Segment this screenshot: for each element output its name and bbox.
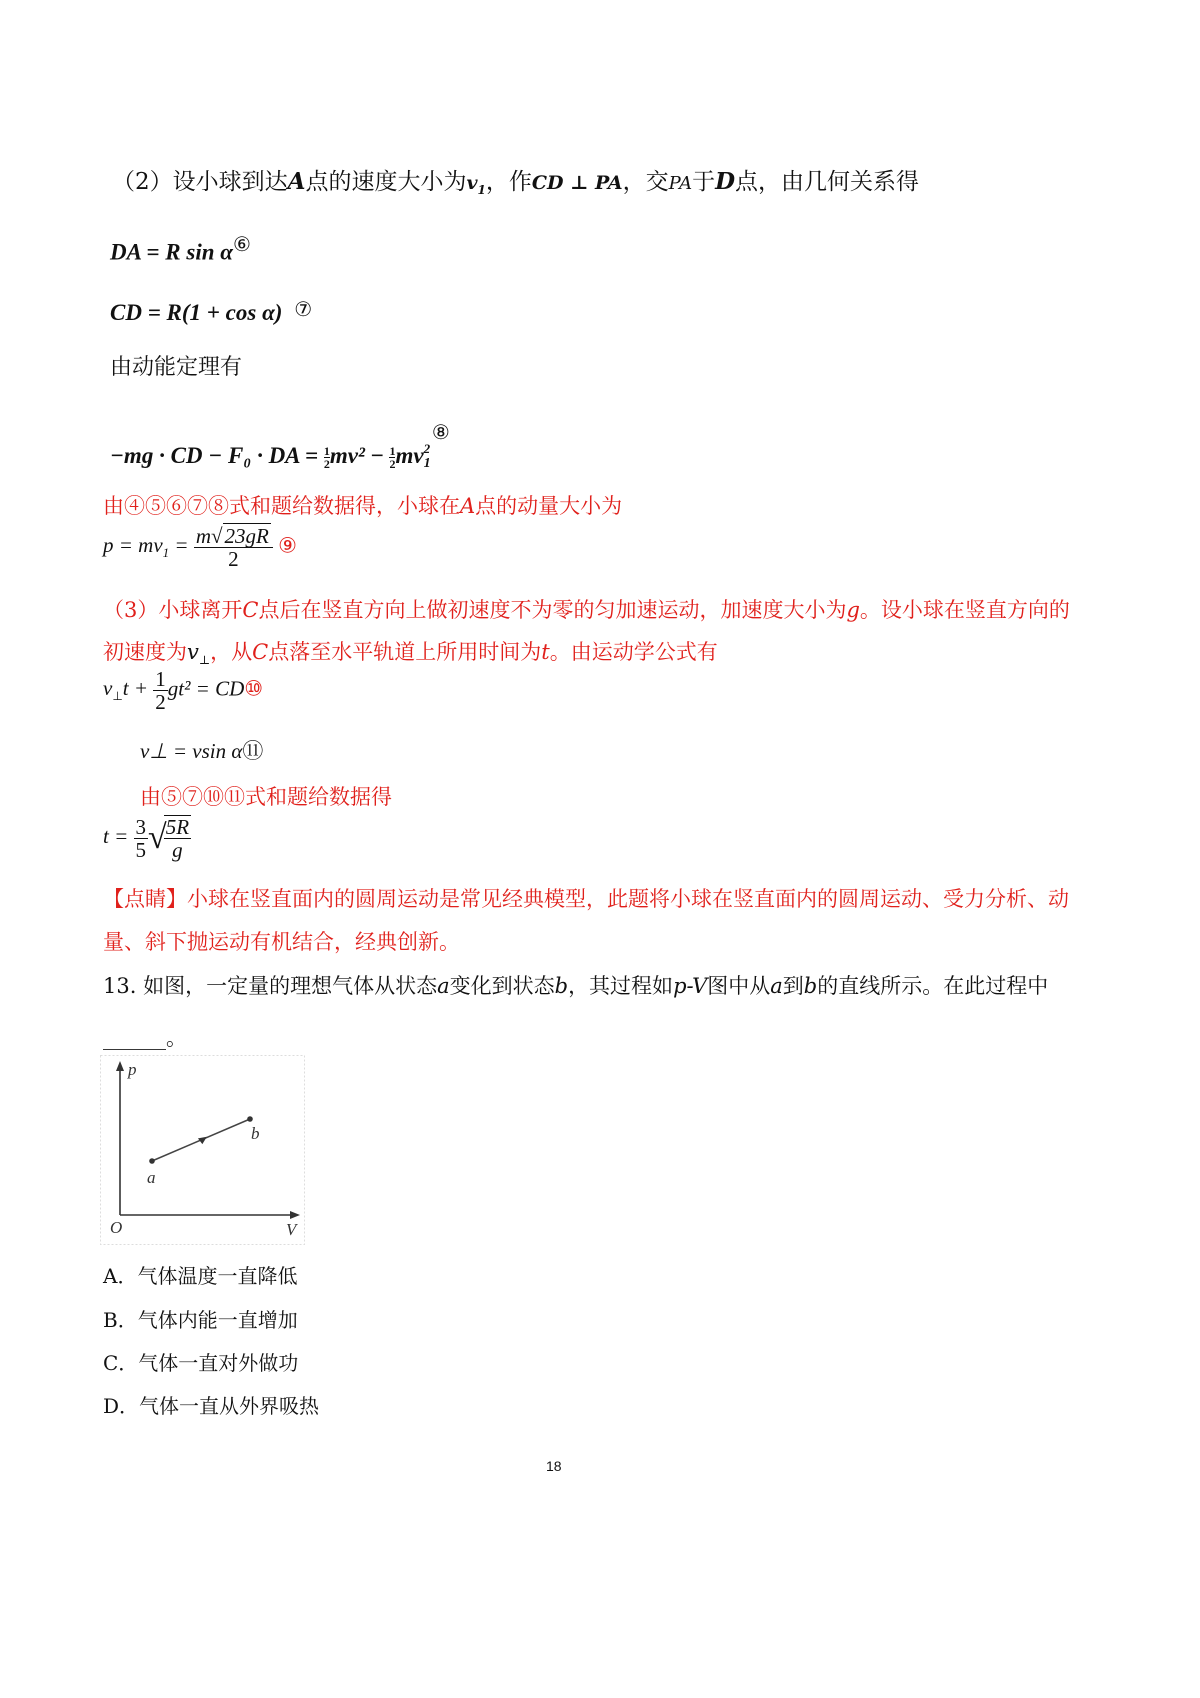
combine-line: 由⑤⑦⑩⑪式和题给数据得 <box>140 785 392 809</box>
var-C: C <box>242 598 259 622</box>
text-span: ，作 <box>485 169 532 195</box>
var-g: g <box>846 598 860 622</box>
option-a: A．气体温度一直降低 <box>103 1264 298 1288</box>
pv-diagram <box>100 1055 305 1245</box>
text-span: 点的速度大小为 <box>305 169 467 195</box>
eq-t-frac: $\frac{3}{5}$ <box>135 814 147 862</box>
eq6-mark: ⑥ <box>233 234 251 256</box>
equation-8: −mg · CD − F₀ · DA = $\frac{1}{2}$ mv² − $\frac{1}{2}$ $mv1^2$ ⑧ <box>110 422 450 472</box>
text-span: ，其过程如 <box>568 974 674 998</box>
var-v-perp: $v_\perp$ <box>187 640 211 668</box>
equation-10 <box>103 668 263 713</box>
eq-t-lhs: t = <box>103 823 134 848</box>
text-span: 由④⑤⑥⑦⑧式和题给数据得，小球在 <box>103 494 460 518</box>
question-13-line1 <box>103 970 1048 1000</box>
equation-9 <box>103 525 297 570</box>
result-line <box>103 490 622 520</box>
eq8-mv1sq: $mv1^2$ <box>395 441 431 471</box>
text-span: 变化到状态 <box>449 974 555 998</box>
part3-line1 <box>103 594 1070 624</box>
var-C: C <box>252 640 269 664</box>
text-span: 。由运动学公式有 <box>549 640 718 664</box>
part2-intro <box>112 163 919 197</box>
text-span: ，从 <box>210 640 253 664</box>
eq10-rhs: gt² = CD <box>167 676 245 701</box>
eq11-mark: ⑪ <box>242 739 264 763</box>
eq10-frac: $\frac{1}{2}$ <box>155 667 166 715</box>
text-span: （2）设小球到达 <box>112 169 288 195</box>
v-axis-arrow <box>290 1211 300 1219</box>
frac-half: $\frac{1}{2}$ <box>323 444 330 472</box>
option-d: D．气体一直从外界吸热 <box>103 1394 320 1418</box>
option-b: B．气体内能一直增加 <box>103 1308 298 1332</box>
text-span: 点落至水平轨道上所用时间为 <box>268 640 542 664</box>
text-span: 小球在竖直面内的圆周运动是常见经典模型，此题将小球在竖直面内的圆周运动、受力分析、动 <box>187 887 1069 911</box>
eq9-lhs: $p = mv_1$ = <box>103 533 194 561</box>
option-c: C．气体一直对外做功 <box>103 1351 299 1375</box>
text-span: 于 <box>692 169 716 195</box>
equation-t: t = $\frac{3}{5}$ √ $\frac{5R}{g}$ <box>103 814 190 863</box>
part3-line2 <box>103 636 718 667</box>
text-span: 点后在竖直方向上做初速度不为零的匀加速运动，加速度大小为 <box>258 598 847 622</box>
point-b-dot <box>247 1116 253 1122</box>
equation-6 <box>110 232 251 266</box>
var-b: b <box>803 974 818 998</box>
comment-line2: 量、斜下抛运动有机结合，经典创新。 <box>103 930 460 954</box>
text-span: 点，由几何关系得 <box>735 169 920 195</box>
eq10-lhs: $v_\perp t$ + <box>103 676 154 704</box>
equation-7 <box>110 297 312 326</box>
var-v1: $v_1$ <box>466 172 486 197</box>
var-pv: p-V <box>673 974 708 998</box>
var-A: A <box>460 494 476 518</box>
text-span: （3）小球离开 <box>103 598 243 622</box>
origin-label: O <box>110 1218 123 1237</box>
eq8-mark: ⑧ <box>431 422 450 444</box>
eq8-mv2: mv² <box>329 443 365 468</box>
var-a: a <box>437 974 450 998</box>
text-span: ，交 <box>622 169 669 195</box>
point-b-label: b <box>251 1124 260 1143</box>
var-A: A <box>287 168 306 195</box>
var-t: t <box>541 640 550 664</box>
eq10-mark: ⑩ <box>244 676 264 701</box>
text-span: 13. 如图，一定量的理想气体从状态 <box>103 974 438 998</box>
answer-blank: ______。 <box>103 1026 187 1050</box>
var-b: b <box>554 974 569 998</box>
text-span: 点的动量大小为 <box>475 494 623 518</box>
point-a-label: a <box>147 1168 156 1187</box>
eq9-mark: ⑨ <box>278 533 297 558</box>
v-axis-label: V <box>286 1220 297 1239</box>
eq-t-sqrt-frac: $\frac{5R}{g}$ <box>165 815 190 863</box>
var-a: a <box>770 974 783 998</box>
diagram-border <box>101 1056 305 1245</box>
point-a-dot <box>149 1158 155 1164</box>
eq7-text: CD = R(1 + cos α) <box>110 300 283 325</box>
kinetic-label: 由动能定理有 <box>110 354 243 379</box>
p-axis-label: p <box>128 1060 137 1079</box>
text-span: 。设小球在竖直方向的 <box>859 598 1070 622</box>
eq11-text: v⊥ = vsin α <box>140 739 243 763</box>
comment-tag: 【点睛】 <box>103 887 187 911</box>
var-D: D <box>715 168 736 195</box>
eq6-text: DA = R sin α <box>110 239 233 265</box>
text-span: 到 <box>782 974 804 998</box>
eq7-mark: ⑦ <box>294 299 313 321</box>
perp-expr: CD ⊥ PA <box>531 172 623 194</box>
comment-line1 <box>103 883 1069 913</box>
p-axis-arrow <box>116 1061 124 1071</box>
frac-half: $\frac{1}{2}$ <box>389 444 396 472</box>
eq8-lhs: −mg · CD − F₀ · DA = <box>110 443 319 468</box>
var-PA: PA <box>668 173 693 194</box>
eq9-frac: $\frac{m√23gR}{2}$ <box>194 525 273 570</box>
text-span: 的直线所示。在此过程中 <box>817 974 1049 998</box>
text-span: 图中从 <box>707 974 771 998</box>
page-number: 18 <box>546 1458 562 1474</box>
equation-11 <box>140 735 263 765</box>
text-span: 初速度为 <box>103 640 187 664</box>
